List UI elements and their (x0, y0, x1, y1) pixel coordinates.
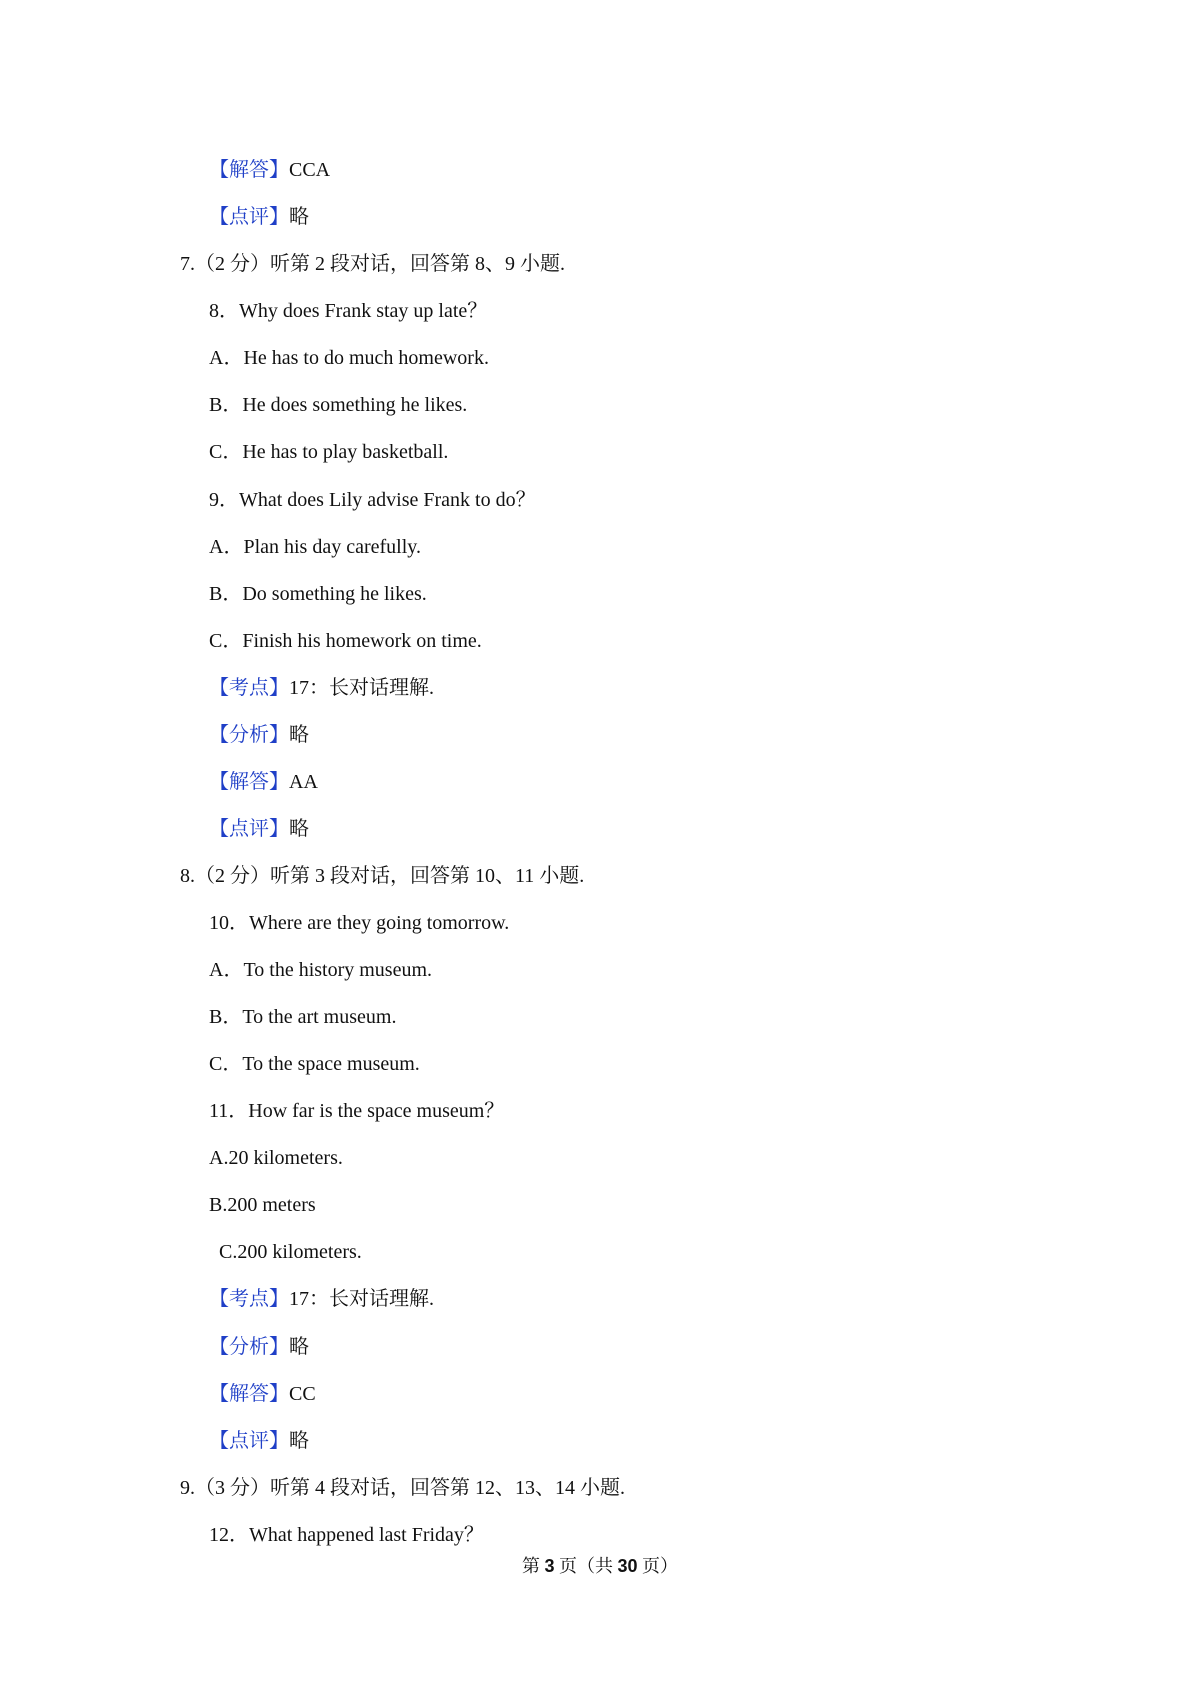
option-11c: C.200 kilometers. (219, 1241, 362, 1263)
point-text: 17：长对话理解. (289, 1288, 434, 1310)
answer-line (209, 156, 330, 184)
point-tag: 【考点】 (209, 677, 289, 699)
point-tag: 【考点】 (209, 1288, 289, 1310)
page-total: 30 (617, 1556, 638, 1576)
question-8-header: 8.（2 分）听第 3 段对话，回答第 10、11 小题. (180, 865, 585, 887)
option-10c: C．To the space museum. (209, 1053, 420, 1075)
question-9-header: 9.（3 分）听第 4 段对话，回答第 12、13、14 小题. (180, 1477, 625, 1499)
comment-line (209, 815, 309, 843)
analysis-tag: 【分析】 (209, 1336, 289, 1358)
answer-line (209, 768, 318, 796)
answer-tag: 【解答】 (209, 1383, 289, 1405)
comment-text: 略 (289, 1430, 309, 1452)
analysis-text: 略 (289, 724, 309, 746)
comment-line (209, 203, 309, 231)
sub-question-8: 8．Why does Frank stay up late？ (209, 300, 488, 322)
answer-text: CCA (289, 159, 331, 181)
answer-tag: 【解答】 (209, 771, 289, 793)
option-11b: B.200 meters (209, 1194, 316, 1216)
option-10b: B．To the art museum. (209, 1006, 397, 1028)
comment-tag: 【点评】 (209, 206, 289, 228)
footer-middle: 页（共 (554, 1556, 618, 1576)
comment-line (209, 1427, 309, 1455)
option-9c: C．Finish his homework on time. (209, 630, 482, 652)
option-9b: B．Do something he likes. (209, 583, 427, 605)
comment-tag: 【点评】 (209, 818, 289, 840)
option-10a: A．To the history museum. (209, 959, 433, 981)
comment-text: 略 (289, 206, 309, 228)
page-number: 3 (544, 1556, 555, 1576)
analysis-line (209, 1333, 309, 1361)
answer-text: AA (289, 771, 318, 793)
point-line (209, 1285, 434, 1313)
sub-question-10: 10．Where are they going tomorrow. (209, 912, 510, 934)
option-9a: A．Plan his day carefully. (209, 536, 421, 558)
question-7-header: 7.（2 分）听第 2 段对话，回答第 8、9 小题. (180, 253, 565, 275)
footer-prefix: 第 (521, 1556, 545, 1576)
sub-question-12: 12．What happened last Friday？ (209, 1524, 484, 1546)
sub-question-9: 9．What does Lily advise Frank to do？ (209, 489, 536, 511)
footer-suffix: 页） (637, 1556, 679, 1576)
answer-tag: 【解答】 (209, 159, 289, 181)
comment-tag: 【点评】 (209, 1430, 289, 1452)
page-footer (0, 1553, 1200, 1579)
answer-text: CC (289, 1383, 316, 1405)
point-text: 17：长对话理解. (289, 677, 434, 699)
analysis-text: 略 (289, 1336, 309, 1358)
comment-text: 略 (289, 818, 309, 840)
point-line (209, 674, 434, 702)
answer-line (209, 1380, 316, 1408)
sub-question-11: 11．How far is the space museum？ (209, 1100, 505, 1122)
option-11a: A.20 kilometers. (209, 1147, 343, 1169)
option-8b: B．He does something he likes. (209, 394, 468, 416)
option-8a: A．He has to do much homework. (209, 347, 489, 369)
analysis-line (209, 721, 309, 749)
analysis-tag: 【分析】 (209, 724, 289, 746)
option-8c: C．He has to play basketball. (209, 441, 449, 463)
